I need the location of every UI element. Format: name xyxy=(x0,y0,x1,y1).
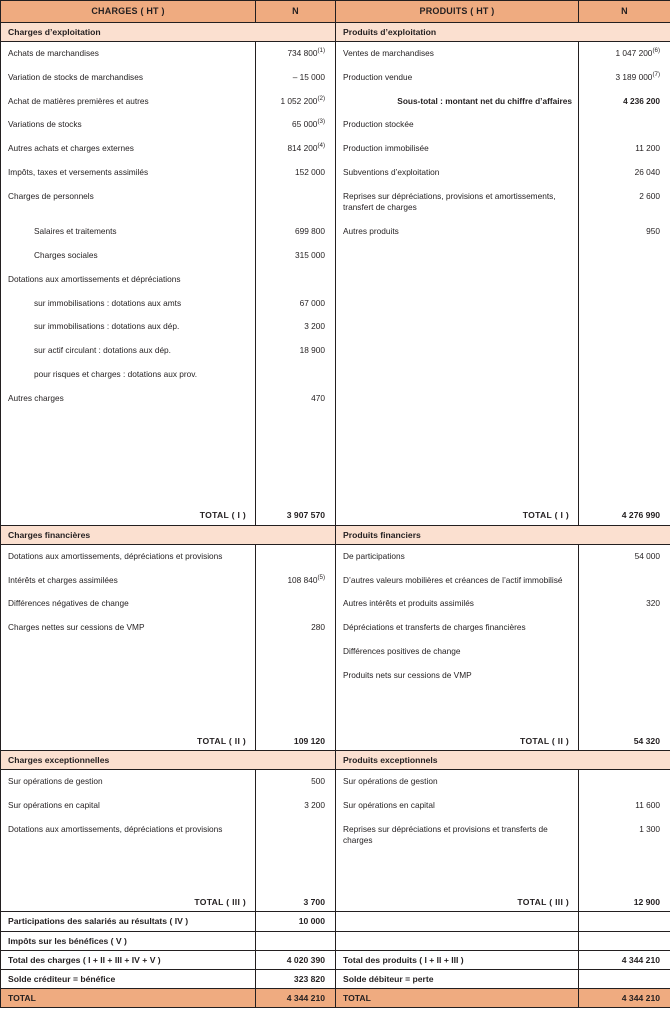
row-label-text: Reprises sur dépréciations, provisions et amortissements, transfert de charges xyxy=(343,190,556,213)
row-value-text: 950 xyxy=(646,226,660,237)
row-label xyxy=(336,616,579,640)
section-total-row xyxy=(1,893,670,912)
row-value-text xyxy=(658,119,660,129)
table-row xyxy=(1,113,670,137)
spacer-cell xyxy=(256,853,336,893)
row-label xyxy=(1,244,256,268)
row-value xyxy=(579,794,670,818)
row-value-text xyxy=(323,191,325,201)
row-value xyxy=(256,41,336,65)
row-value-text: 1 300 xyxy=(639,823,660,834)
row-label-text: Production vendue xyxy=(343,71,413,82)
section-band-row xyxy=(1,22,670,41)
row-label xyxy=(1,113,256,137)
row-value-text xyxy=(658,670,660,680)
table-header-row xyxy=(1,1,670,23)
total-value-produits: 12 900 xyxy=(579,893,670,912)
row-value-text: 67 000 xyxy=(299,297,325,308)
row-label-text: Charges de personnels xyxy=(8,190,94,201)
section-total-row xyxy=(1,506,670,525)
row-value-text xyxy=(658,622,660,632)
empty-cell xyxy=(336,315,579,339)
row-label-text: Sur opérations de gestion xyxy=(8,775,103,786)
total-label-produits: TOTAL ( I ) xyxy=(336,506,579,525)
grand-total-row xyxy=(1,989,670,1008)
row-value xyxy=(256,268,336,292)
table-row xyxy=(1,818,670,854)
footnote-marker: (6) xyxy=(652,47,660,55)
summary-value-produits: 4 344 210 xyxy=(579,950,670,969)
row-label xyxy=(1,137,256,161)
grand-total-label-produits: TOTAL xyxy=(336,989,579,1008)
row-label xyxy=(1,41,256,65)
row-value xyxy=(579,41,670,65)
summary-label-produits xyxy=(336,931,579,950)
empty-cell xyxy=(336,244,579,268)
row-value xyxy=(256,161,336,185)
row-label xyxy=(1,66,256,90)
row-value-text: 1 052 200 xyxy=(280,95,318,106)
spacer-cell xyxy=(579,410,670,506)
summary-label-produits: Solde débiteur = perte xyxy=(336,969,579,988)
empty-cell xyxy=(579,387,670,411)
footnote-marker: (5) xyxy=(317,573,325,581)
section-band-row xyxy=(1,525,670,544)
row-label-text: Reprises sur dépréciations et provisions et transferts de charges xyxy=(343,823,548,846)
row-label xyxy=(1,90,256,114)
row-label xyxy=(336,66,579,90)
row-label-text: Dotations aux amortissements, dépréciations et provisions xyxy=(8,823,223,834)
row-label-text: Dotations aux amortissements et dépréciations xyxy=(8,273,181,284)
row-label-text: Dépréciations et transferts de charges financières xyxy=(343,622,526,633)
row-value xyxy=(579,137,670,161)
row-value-text xyxy=(658,776,660,786)
row-label-text: Autres charges xyxy=(8,392,64,403)
row-value-text: 4 236 200 xyxy=(623,95,660,106)
table-row xyxy=(1,220,670,244)
summary-row xyxy=(1,912,670,931)
row-label-text: Production stockée xyxy=(343,119,414,130)
row-value xyxy=(579,90,670,114)
row-label-text: Charges sociales xyxy=(34,250,98,260)
spacer-cell xyxy=(336,410,579,506)
row-value-text: 152 000 xyxy=(295,166,325,177)
table-row xyxy=(1,315,670,339)
row-value-text: 814 200 xyxy=(287,143,318,154)
table-row xyxy=(1,185,670,221)
section-title-charges: Charges financières xyxy=(1,525,336,544)
section-title-produits: Produits exceptionnels xyxy=(336,750,670,769)
spacer-row xyxy=(1,853,670,893)
row-value xyxy=(579,769,670,793)
row-label xyxy=(1,818,256,854)
row-label xyxy=(1,544,256,568)
spacer-cell xyxy=(256,410,336,506)
row-value-text: 54 000 xyxy=(634,550,660,561)
empty-cell xyxy=(579,315,670,339)
row-value-text: – 15 000 xyxy=(292,71,325,82)
row-value-text xyxy=(658,575,660,585)
row-value xyxy=(579,113,670,137)
summary-label-charges: Total des charges ( I + II + III + IV + V ) xyxy=(1,950,256,969)
row-label-text: Salaires et traitements xyxy=(34,226,117,237)
table-row xyxy=(1,616,670,640)
row-label-text: Différences négatives de change xyxy=(8,598,129,609)
table-row xyxy=(1,544,670,568)
row-label xyxy=(336,664,579,688)
row-label-text: sur actif circulant : dotations aux dép. xyxy=(34,345,171,356)
empty-cell xyxy=(256,640,336,664)
spacer-cell xyxy=(1,410,256,506)
row-value xyxy=(256,137,336,161)
row-label-text: sur immobilisations : dotations aux dép. xyxy=(34,321,180,332)
row-label xyxy=(336,90,579,114)
row-value xyxy=(256,315,336,339)
row-value xyxy=(256,544,336,568)
grand-total-value-charges: 4 344 210 xyxy=(256,989,336,1008)
summary-value-produits xyxy=(579,969,670,988)
row-label xyxy=(1,268,256,292)
row-label-text: Ventes de marchandises xyxy=(343,47,434,58)
row-label-text: Charges nettes sur cessions de VMP xyxy=(8,622,145,633)
row-label-text: Variations de stocks xyxy=(8,119,82,130)
row-label xyxy=(1,616,256,640)
row-label-text: De participations xyxy=(343,550,405,561)
row-value-text: 3 200 xyxy=(304,321,325,332)
table-body xyxy=(1,1,670,1008)
total-label-produits: TOTAL ( III ) xyxy=(336,893,579,912)
footnote-marker: (1) xyxy=(317,47,325,55)
summary-label-charges: Impôts sur les bénéfices ( V ) xyxy=(1,931,256,950)
empty-cell xyxy=(336,363,579,387)
table-row xyxy=(1,794,670,818)
empty-cell xyxy=(336,292,579,316)
empty-cell xyxy=(579,363,670,387)
empty-cell xyxy=(256,664,336,688)
row-value xyxy=(256,569,336,593)
row-label-text: pour risques et charges : dotations aux prov. xyxy=(34,368,198,379)
grand-total-value-produits: 4 344 210 xyxy=(579,989,670,1008)
row-label xyxy=(336,137,579,161)
row-label xyxy=(336,113,579,137)
row-label-text: D’autres valeurs mobilières et créances de l’actif immobilisé xyxy=(343,574,563,585)
spacer-cell xyxy=(256,688,336,732)
row-label xyxy=(336,161,579,185)
row-label-text: Intérêts et charges assimilées xyxy=(8,574,118,585)
summary-row xyxy=(1,950,670,969)
row-label-text: Produits nets sur cessions de VMP xyxy=(343,669,472,680)
row-value-text: 2 600 xyxy=(639,190,660,201)
row-value-text: 280 xyxy=(311,622,325,633)
footnote-marker: (7) xyxy=(652,70,660,78)
footnote-marker: (2) xyxy=(317,94,325,102)
empty-cell xyxy=(336,339,579,363)
summary-label-charges: Participations des salariés au résultats ( IV ) xyxy=(1,912,256,931)
row-value xyxy=(256,292,336,316)
table-row xyxy=(1,387,670,411)
row-value xyxy=(579,544,670,568)
row-label xyxy=(1,185,256,221)
summary-value-produits xyxy=(579,931,670,950)
footnote-marker: (3) xyxy=(317,118,325,126)
table-row xyxy=(1,268,670,292)
spacer-cell xyxy=(579,853,670,893)
summary-row xyxy=(1,969,670,988)
row-label xyxy=(336,185,579,221)
empty-cell xyxy=(579,268,670,292)
row-value-text: 500 xyxy=(311,775,325,786)
row-value xyxy=(579,161,670,185)
row-label xyxy=(336,220,579,244)
row-label-text: Autres produits xyxy=(343,226,399,237)
row-label-text: Achat de matières premières et autres xyxy=(8,95,149,106)
row-label xyxy=(336,569,579,593)
row-label xyxy=(1,161,256,185)
table-row xyxy=(1,664,670,688)
row-label xyxy=(336,640,579,664)
row-value-text: 470 xyxy=(311,392,325,403)
table-row xyxy=(1,339,670,363)
row-label-text: Achats de marchandises xyxy=(8,47,99,58)
row-value-text xyxy=(323,274,325,284)
row-value xyxy=(579,664,670,688)
table-row xyxy=(1,137,670,161)
spacer-cell xyxy=(336,853,579,893)
empty-cell xyxy=(579,244,670,268)
row-value xyxy=(579,220,670,244)
summary-row xyxy=(1,931,670,950)
row-label xyxy=(1,769,256,793)
row-value xyxy=(256,616,336,640)
table-row xyxy=(1,161,670,185)
row-label-text: Production immobilisée xyxy=(343,143,429,154)
row-value xyxy=(579,818,670,854)
table-row xyxy=(1,244,670,268)
row-value xyxy=(256,244,336,268)
table-row xyxy=(1,769,670,793)
row-value-text: 3 200 xyxy=(304,799,325,810)
row-value xyxy=(579,616,670,640)
row-value xyxy=(256,769,336,793)
section-title-produits: Produits financiers xyxy=(336,525,670,544)
row-value xyxy=(256,185,336,221)
summary-value-charges: 323 820 xyxy=(256,969,336,988)
row-label xyxy=(1,794,256,818)
total-value-charges: 3 700 xyxy=(256,893,336,912)
summary-value-charges: 10 000 xyxy=(256,912,336,931)
row-value-text: 1 047 200 xyxy=(615,47,653,58)
row-value xyxy=(579,185,670,221)
row-value-text xyxy=(323,824,325,834)
header-charges-title: CHARGES ( HT ) xyxy=(1,1,256,23)
row-label xyxy=(336,794,579,818)
row-value xyxy=(256,794,336,818)
row-label xyxy=(336,592,579,616)
row-value-text: 108 840 xyxy=(287,574,318,585)
row-value xyxy=(256,66,336,90)
table-row xyxy=(1,90,670,114)
row-label-text: Subventions d’exploitation xyxy=(343,166,440,177)
row-value xyxy=(579,66,670,90)
row-value-text: 18 900 xyxy=(299,345,325,356)
row-label xyxy=(336,818,579,854)
row-label-text: Sous-total : montant net du chiffre d’affaires xyxy=(397,95,572,106)
row-value xyxy=(256,818,336,854)
spacer-row xyxy=(1,688,670,732)
row-value-text: 699 800 xyxy=(295,226,325,237)
row-label xyxy=(1,363,256,387)
row-label xyxy=(1,220,256,244)
row-label-text: Variation de stocks de marchandises xyxy=(8,71,143,82)
empty-cell xyxy=(1,664,256,688)
row-value xyxy=(256,592,336,616)
summary-value-charges: 4 020 390 xyxy=(256,950,336,969)
total-value-produits: 54 320 xyxy=(579,732,670,751)
total-value-produits: 4 276 990 xyxy=(579,506,670,525)
row-label xyxy=(1,315,256,339)
total-label-produits: TOTAL ( II ) xyxy=(336,732,579,751)
spacer-row xyxy=(1,410,670,506)
spacer-cell xyxy=(1,853,256,893)
row-value xyxy=(256,339,336,363)
header-charges-period: N xyxy=(256,1,336,23)
empty-cell xyxy=(579,292,670,316)
total-label-charges: TOTAL ( III ) xyxy=(1,893,256,912)
summary-label-produits: Total des produits ( I + II + III ) xyxy=(336,950,579,969)
row-value-text: 3 189 000 xyxy=(615,71,653,82)
table-row xyxy=(1,292,670,316)
row-value xyxy=(256,220,336,244)
total-value-charges: 3 907 570 xyxy=(256,506,336,525)
row-value-text: 65 000 xyxy=(292,119,318,130)
row-value xyxy=(256,113,336,137)
section-total-row xyxy=(1,732,670,751)
empty-cell xyxy=(579,339,670,363)
section-title-charges: Charges d’exploitation xyxy=(1,22,336,41)
table-row xyxy=(1,41,670,65)
row-label xyxy=(1,339,256,363)
row-label-text: Sur opérations de gestion xyxy=(343,775,438,786)
row-label-text: sur immobilisations : dotations aux amts xyxy=(34,297,182,308)
row-value-text: 734 800 xyxy=(287,47,318,58)
summary-value-charges xyxy=(256,931,336,950)
row-label-text: Impôts, taxes et versements assimilés xyxy=(8,166,149,177)
row-value-text xyxy=(323,369,325,379)
total-label-charges: TOTAL ( I ) xyxy=(1,506,256,525)
empty-cell xyxy=(1,640,256,664)
footnote-marker: (4) xyxy=(317,142,325,150)
row-label xyxy=(1,292,256,316)
empty-cell xyxy=(336,268,579,292)
row-label xyxy=(336,41,579,65)
table-row xyxy=(1,66,670,90)
summary-label-charges: Solde créditeur = bénéfice xyxy=(1,969,256,988)
total-label-charges: TOTAL ( II ) xyxy=(1,732,256,751)
row-label-text: Sur opérations en capital xyxy=(343,799,435,810)
row-label-text: Autres intérêts et produits assimilés xyxy=(343,598,474,609)
row-label xyxy=(336,769,579,793)
row-value xyxy=(256,90,336,114)
row-label xyxy=(1,592,256,616)
row-label-text: Sur opérations en capital xyxy=(8,799,100,810)
row-value xyxy=(256,363,336,387)
row-label xyxy=(1,569,256,593)
table-row xyxy=(1,569,670,593)
row-label xyxy=(1,387,256,411)
row-value xyxy=(579,569,670,593)
row-value-text: 315 000 xyxy=(295,250,325,260)
table-row xyxy=(1,640,670,664)
row-value-text xyxy=(323,551,325,561)
row-value xyxy=(256,387,336,411)
summary-value-produits xyxy=(579,912,670,931)
header-produits-title: PRODUITS ( HT ) xyxy=(336,1,579,23)
row-value-text xyxy=(658,646,660,656)
table-row xyxy=(1,592,670,616)
grand-total-label-charges: TOTAL xyxy=(1,989,256,1008)
spacer-cell xyxy=(336,688,579,732)
header-produits-period: N xyxy=(579,1,670,23)
row-label xyxy=(336,544,579,568)
table-row xyxy=(1,363,670,387)
row-value xyxy=(579,592,670,616)
row-value-text: 320 xyxy=(646,598,660,609)
row-value-text: 11 200 xyxy=(635,143,660,154)
row-label-text: Dotations aux amortissements, dépréciations et provisions xyxy=(8,550,223,561)
empty-cell xyxy=(336,387,579,411)
row-value-text: 11 600 xyxy=(635,799,660,810)
row-label-text: Différences positives de change xyxy=(343,646,461,656)
summary-label-produits xyxy=(336,912,579,931)
spacer-cell xyxy=(579,688,670,732)
row-value xyxy=(579,640,670,664)
section-title-produits: Produits d’exploitation xyxy=(336,22,670,41)
total-value-charges: 109 120 xyxy=(256,732,336,751)
spacer-cell xyxy=(1,688,256,732)
section-band-row xyxy=(1,750,670,769)
row-value-text: 26 040 xyxy=(634,166,660,177)
row-value-text xyxy=(323,598,325,608)
row-label-text: Autres achats et charges externes xyxy=(8,143,134,154)
section-title-charges: Charges exceptionnelles xyxy=(1,750,336,769)
